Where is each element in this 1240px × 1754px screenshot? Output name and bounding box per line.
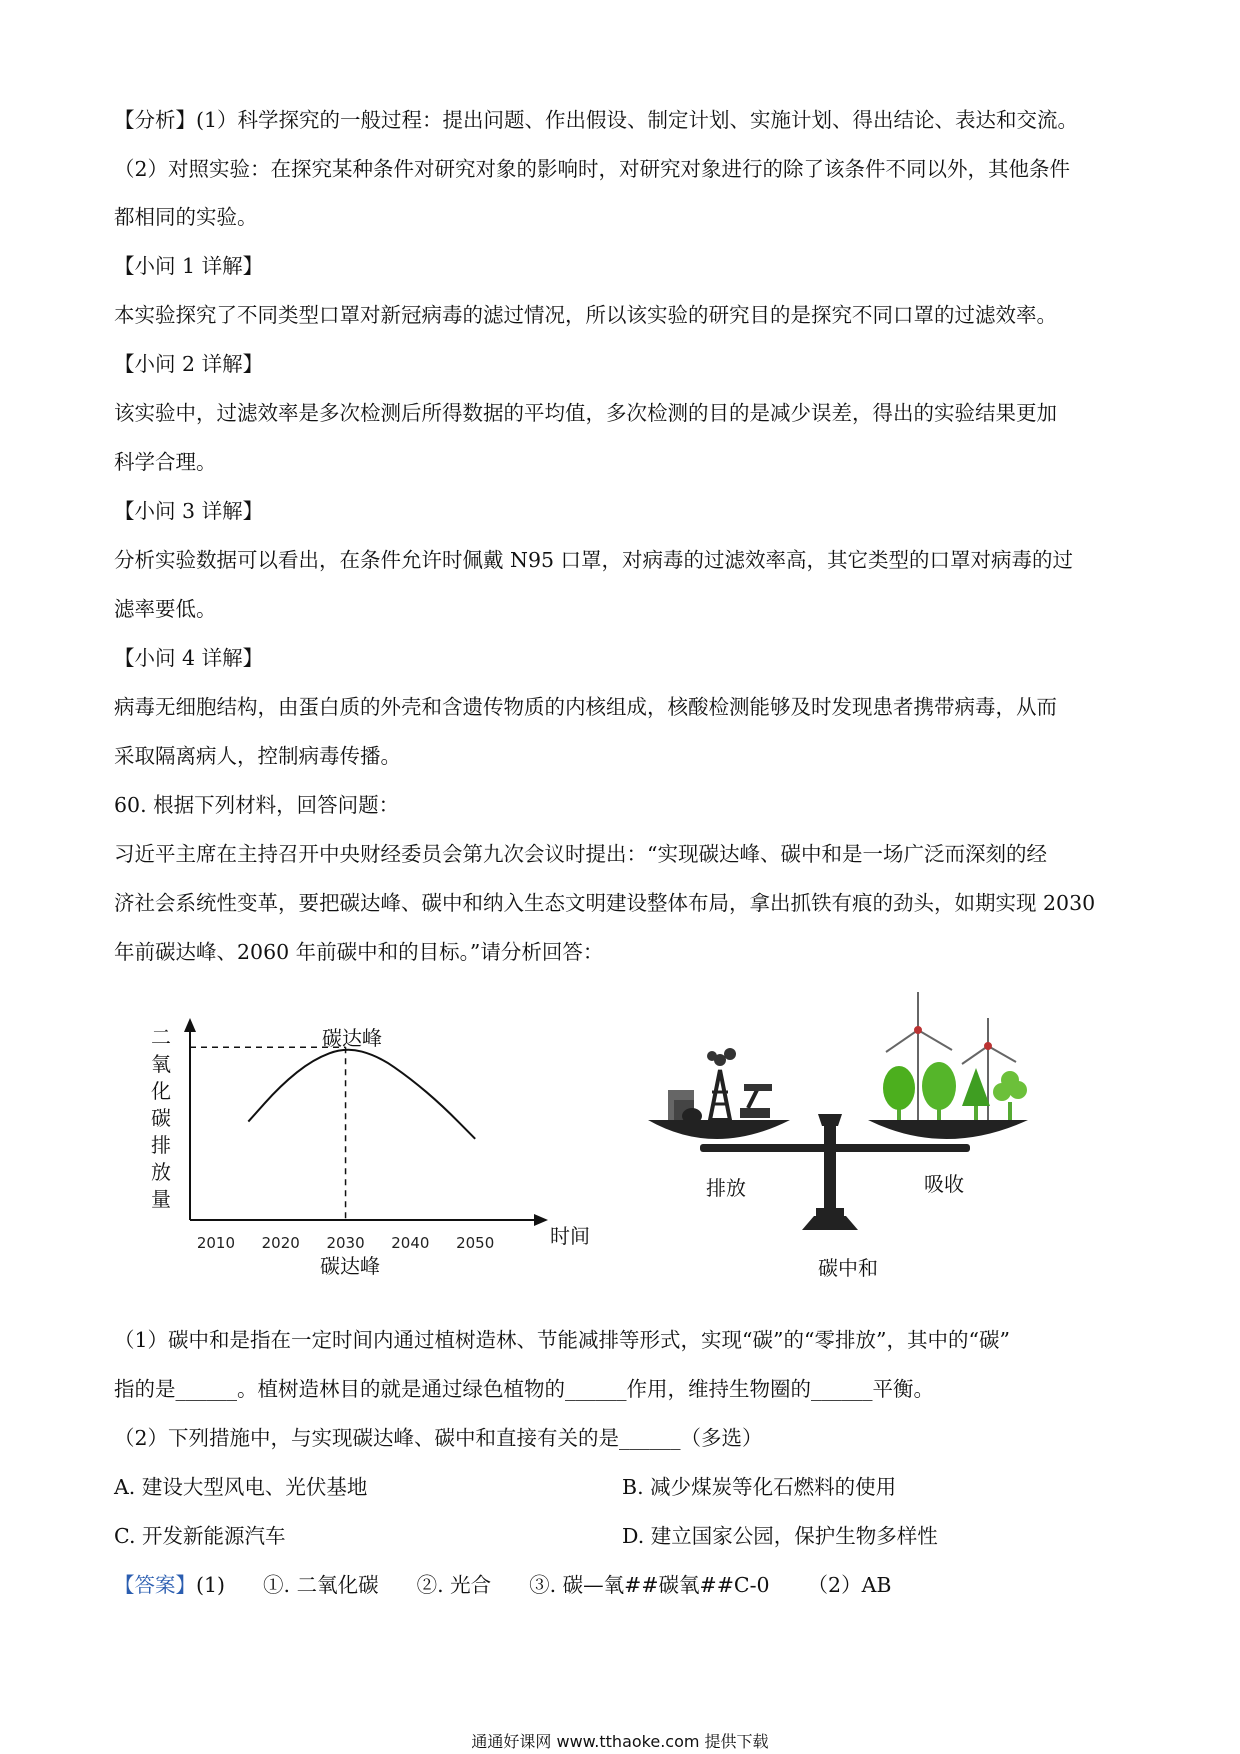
q2-heading: 【小问 2 详解】 bbox=[114, 352, 264, 376]
x-tick-label: 2020 bbox=[261, 1234, 300, 1250]
q4-heading: 【小问 4 详解】 bbox=[114, 646, 264, 670]
q1-text: 本实验探究了不同类型口罩对新冠病毒的滤过情况，所以该实验的研究目的是探究不同口罩的过滤效率。 bbox=[114, 303, 1057, 327]
q3-text-2: 滤率要低。 bbox=[114, 597, 217, 621]
q4-text-1: 病毒无细胞结构，由蛋白质的外壳和含遗传物质的内核组成，核酸检测能够及时发现患者携带病毒，从而 bbox=[114, 695, 1057, 719]
q3-text-1: 分析实验数据可以看出，在条件允许时佩戴 N95 口罩，对病毒的过滤效率高，其它类型的口罩对病毒的过 bbox=[114, 548, 1074, 572]
q3-heading: 【小问 3 详解】 bbox=[114, 499, 264, 523]
option-c: C. 开发新能源汽车 bbox=[114, 1524, 286, 1548]
balance-scale-illustration bbox=[640, 980, 1060, 1260]
x-tick-label: 2040 bbox=[391, 1234, 430, 1250]
y-axis-label-char: 二 bbox=[151, 1025, 171, 1049]
sub1-line-1: （1）碳中和是指在一定时间内通过植树造林、节能减排等形式，实现“碳”的“零排放”，其中的“碳” bbox=[114, 1328, 1010, 1352]
y-axis-label-char: 化 bbox=[151, 1079, 171, 1103]
sub1-line-2: 指的是______。植树造林目的就是通过绿色植物的______作用，维持生物圈的______平衡。 bbox=[114, 1377, 934, 1401]
q1-heading: 【小问 1 详解】 bbox=[114, 254, 264, 278]
material-line-2: 济社会系统性变革，要把碳达峰、碳中和纳入生态文明建设整体布局，拿出抓铁有痕的劲头，如期实现 2030 bbox=[114, 891, 1096, 915]
answer-line bbox=[114, 1561, 1134, 1610]
answer-part-1: (1) bbox=[196, 1573, 226, 1597]
material-line-1: 习近平主席在主持召开中央财经委员会第九次会议时提出：“实现碳达峰、碳中和是一场广泛而深刻的经 bbox=[114, 842, 1047, 866]
peak-label: 碳达峰 bbox=[322, 1026, 382, 1050]
y-axis-label-char: 排 bbox=[151, 1133, 171, 1157]
y-axis-label-char: 氧 bbox=[151, 1052, 171, 1076]
absorption-label: 吸收 bbox=[924, 1172, 964, 1196]
answer-2: ②. 光合 bbox=[416, 1573, 492, 1597]
carbon-peak-caption: 碳达峰 bbox=[320, 1254, 380, 1278]
y-axis-label-char: 放 bbox=[151, 1160, 171, 1184]
analysis-line-3: 都相同的实验。 bbox=[114, 205, 258, 229]
x-axis-label: 时间 bbox=[550, 1224, 590, 1248]
analysis-line-1: 【分析】(1）科学探究的一般过程：提出问题、作出假设、制定计划、实施计划、得出结论、表达和交流。 bbox=[114, 108, 1079, 132]
y-axis-label-char: 量 bbox=[151, 1187, 171, 1211]
sub2-line-1: （2）下列措施中，与实现碳达峰、碳中和直接有关的是______（多选） bbox=[114, 1426, 763, 1450]
emission-label: 排放 bbox=[706, 1176, 746, 1200]
x-tick-label: 2010 bbox=[196, 1234, 236, 1250]
carbon-neutral-caption: 碳中和 bbox=[818, 1256, 878, 1280]
balance-scale-icon bbox=[648, 1114, 1028, 1230]
q4-text-2: 采取隔离病人，控制病毒传播。 bbox=[114, 744, 401, 768]
y-axis-arrow bbox=[184, 1018, 196, 1032]
trees-icon bbox=[883, 1062, 1027, 1122]
answer-label: 【答案】 bbox=[114, 1573, 196, 1597]
x-axis-arrow bbox=[534, 1214, 548, 1226]
x-tick-label: 2030 bbox=[326, 1234, 365, 1250]
option-b: B. 减少煤炭等化石燃料的使用 bbox=[622, 1475, 897, 1499]
carbon-peak-figure bbox=[130, 1010, 590, 1278]
q2-text-1: 该实验中，过滤效率是多次检测后所得数据的平均值，多次检测的目的是减少误差，得出的实验结果更加 bbox=[114, 401, 1057, 425]
analysis-line-2: （2）对照实验：在探究某种条件对研究对象的影响时，对研究对象进行的除了该条件不同以外，其他条件 bbox=[114, 157, 1071, 181]
answer-1: ①. 二氧化碳 bbox=[263, 1573, 379, 1597]
material-line-3: 年前碳达峰、2060 年前碳中和的目标。”请分析回答： bbox=[114, 940, 604, 964]
option-a: A. 建设大型风电、光伏基地 bbox=[114, 1475, 368, 1499]
factory-oil-icon bbox=[668, 1048, 772, 1124]
q2-text-2: 科学合理。 bbox=[114, 450, 217, 474]
x-tick-label: 2050 bbox=[456, 1234, 495, 1250]
carbon-neutral-figure bbox=[640, 980, 1060, 1280]
question-60-title: 60. 根据下列材料，回答问题： bbox=[114, 793, 400, 817]
answer-3: ③. 碳—氧##碳氧##C-0 bbox=[529, 1573, 770, 1597]
y-axis-label-char: 碳 bbox=[151, 1106, 171, 1130]
option-d: D. 建立国家公园，保护生物多样性 bbox=[622, 1524, 938, 1548]
emission-curve bbox=[248, 1050, 475, 1139]
footer: 通通好课网 www.tthaoke.com 提供下载 bbox=[471, 1732, 769, 1751]
answer-part-2: （2）AB bbox=[807, 1573, 892, 1597]
